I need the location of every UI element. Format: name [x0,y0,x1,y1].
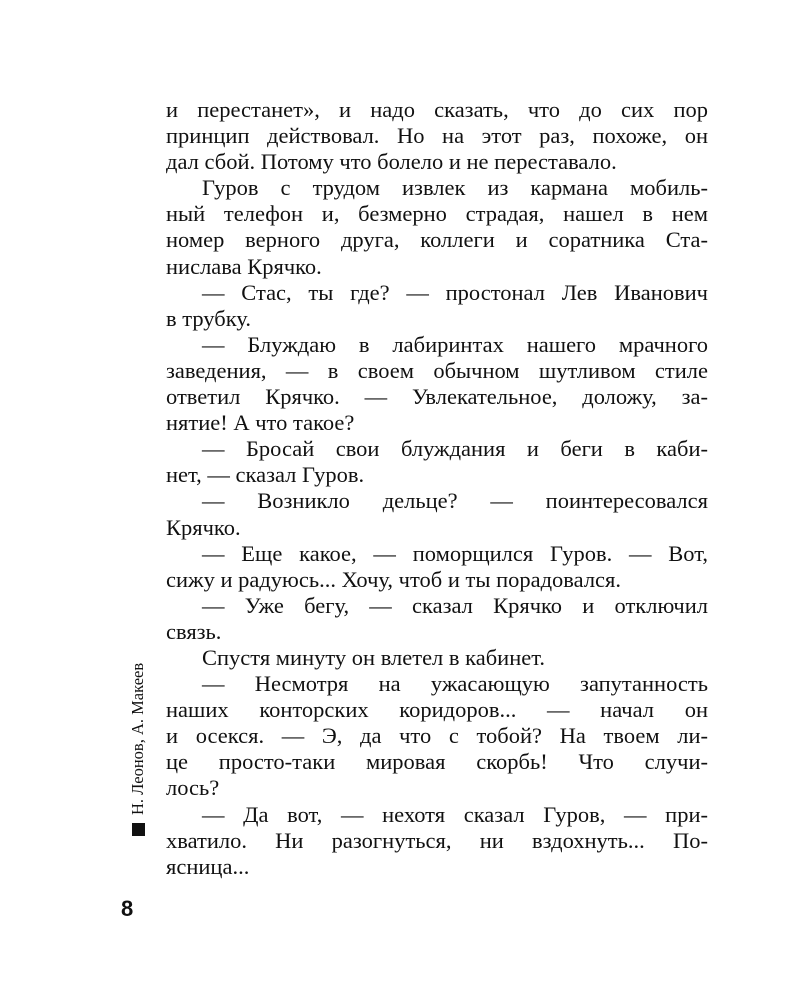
text-line: наших конторских коридоров... — начал он [166,697,708,723]
text-line: — Уже бегу, — сказал Крячко и отключил [202,592,708,618]
square-marker-icon [132,823,145,836]
text-line: — Возникло дельце? — поинтересовался [202,488,708,514]
text-line: и перестанет», и надо сказать, что до сих пор [166,97,708,122]
text-line: — Стас, ты где? — простонал Лев Иванович [202,279,708,305]
text-line: ответил Крячко. — Увлекательное, доложу, за- [166,384,708,410]
text-line: — Несмотря на ужасающую запутанность [202,671,708,697]
text-line: хватило. Ни разогнуться, ни вздохнуть... По- [166,827,708,853]
page-number: 8 [121,896,134,921]
text-line: заведения, — в своем обычном шутливом стиле [166,357,708,383]
text-line: нислава Крячко. [166,253,322,279]
text-line: Гуров с трудом извлек из кармана мобиль- [202,175,708,201]
text-line: — Еще какое, — поморщился Гуров. — Вот, [202,540,708,566]
text-line: лось? [166,775,220,801]
text-line: нятие! А что такое? [166,410,355,436]
text-line: в трубку. [166,305,251,331]
text-line: Крячко. [166,514,241,540]
text-line: ный телефон и, безмерно страдая, нашел в нем [166,201,708,227]
text-line: — Блуждаю в лабиринтах нашего мрачного [202,331,708,357]
text-line: принцип действовал. Но на этот раз, похоже, он [166,123,708,149]
text-line: сижу и радуюсь... Хочу, чтоб и ты порадовался. [166,566,622,592]
book-text-column [166,97,708,880]
text-line: нет, — сказал Гуров. [166,462,365,488]
text-line: — Бросай свои блуждания и беги в каби- [202,436,708,462]
running-head [128,663,148,836]
text-line: ясница... [166,853,250,879]
text-line: номер верного друга, коллеги и соратника Ста- [166,227,708,253]
text-line: це просто-таки мировая скорбь! Что случи- [166,749,708,775]
text-line: Спустя минуту он влетел в кабинет. [202,644,546,670]
text-line: — Да вот, — нехотя сказал Гуров, — при- [202,801,708,827]
author-names: Н. Леонов, А. Макеев [128,662,147,815]
text-line: дал сбой. Потому что болело и не переставало. [166,149,617,175]
text-line: и осекся. — Э, да что с тобой? На твоем ли- [166,723,708,749]
text-line: связь. [166,618,222,644]
